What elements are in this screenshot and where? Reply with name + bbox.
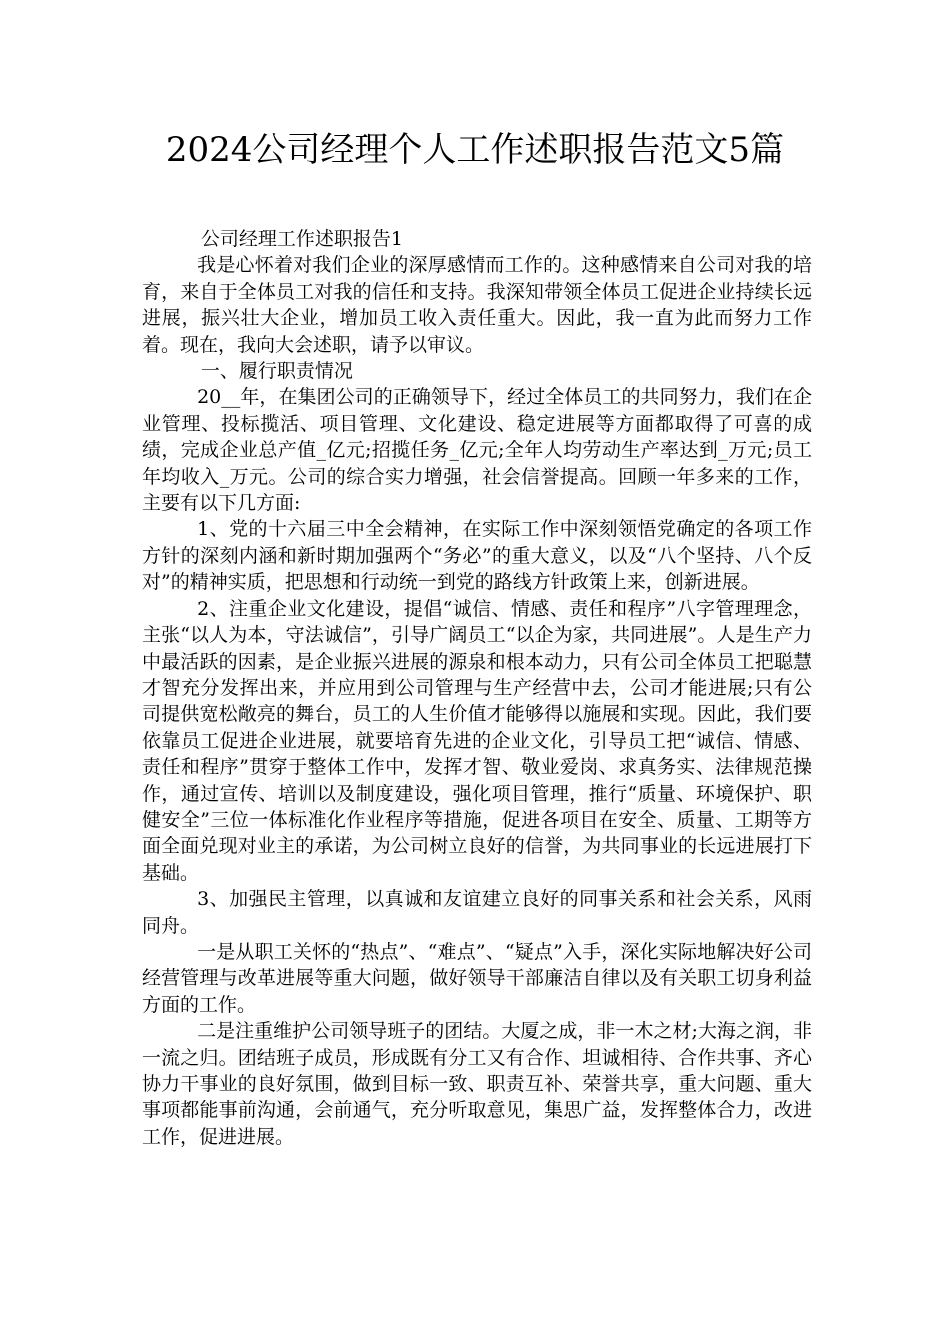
section-heading: 一、履行职责情况 — [200, 360, 353, 383]
paragraph: 2、注重企业文化建设，提倡“诚信、情感、责任和程序”八字管理理念，主张“以人为本，守法诚信”，引导广阔员工“以企为家，共同进展”。人是生产力中最活跃的因素，是企业振兴进展的源泉和根本动力，只有公司全体员工把聪慧才智充分发挥出来，并应用到公司管理与生产经营中去，公司才能进展;只有公司提供宽松敞亮的舞台，员工的人生价值才能够得以施展和实现。因此，我们要依靠员工促进企业进展，就要培育先进的企业文化，引导员工把“诚信、情感、责任和程序”贯穿于整体工作中，发挥才智、敬业爱岗、求真务实、法律规范操作，通过宣传、培训以及制度建设，强化项目管理，推行“质量、环境保护、职健安全”三位一体标准化作业程序等措施，促进各项目在安全、质量、工期等方面全面兑现对业主的承诺，为公司树立良好的信誉，为共同事业的长远进展打下基础。 — [142, 597, 812, 884]
document-title: 2024公司经理个人工作述职报告范文5篇 — [165, 130, 785, 170]
paragraph: 我是心怀着对我们企业的深厚感情而工作的。这种感情来自公司对我的培育，来自于全体员工对我的信任和支持。我深知带领全体员工促进企业持续长远进展，振兴壮大企业，增加员工收入责任重大。因此，我一直为此而努力工作着。现在，我向大会述职，请予以审议。 — [142, 254, 812, 356]
paragraph: 1、党的十六届三中全会精神，在实际工作中深刻领悟党确定的各项工作方针的深刻内涵和新时期加强两个“务必”的重大意义，以及“八个坚持、八个反对”的精神实质，把思想和行动统一到党的路线方针政策上来，创新进展。 — [142, 518, 812, 594]
paragraph: 3、加强民主管理，以真诚和友谊建立良好的同事关系和社会关系，风雨同舟。 — [142, 888, 812, 937]
paragraph: 一是从职工关怀的“热点”、“难点”、“疑点”入手，深化实际地解决好公司经营管理与改革进展等重大问题，做好领导干部廉洁自律以及有关职工切身利益方面的工作。 — [142, 940, 812, 1016]
paragraph: 二是注重维护公司领导班子的团结。大厦之成，非一木之材;大海之润，非一流之归。团结班子成员，形成既有分工又有合作、坦诚相待、合作共事、齐心协力干事业的良好氛围，做到目标一致、职责互补、荣誉共享，重大问题、重大事项都能事前沟通，会前通气，充分听取意见，集思广益，发挥整体合力，改进工作，促进进展。 — [142, 1020, 812, 1148]
paragraph: 20__年，在集团公司的正确领导下，经过全体员工的共同努力，我们在企业管理、投标揽活、项目管理、文化建设、稳定进展等方面都取得了可喜的成绩，完成企业总产值_亿元;招揽任务_亿元;全年人均劳动生产率达到_万元;员工年均收入_万元。公司的综合实力增强，社会信誉提高。回顾一年多来的工作，主要有以下几方面: — [142, 386, 812, 515]
section-heading: 公司经理工作述职报告1 — [200, 228, 403, 250]
document-body — [142, 226, 812, 1150]
